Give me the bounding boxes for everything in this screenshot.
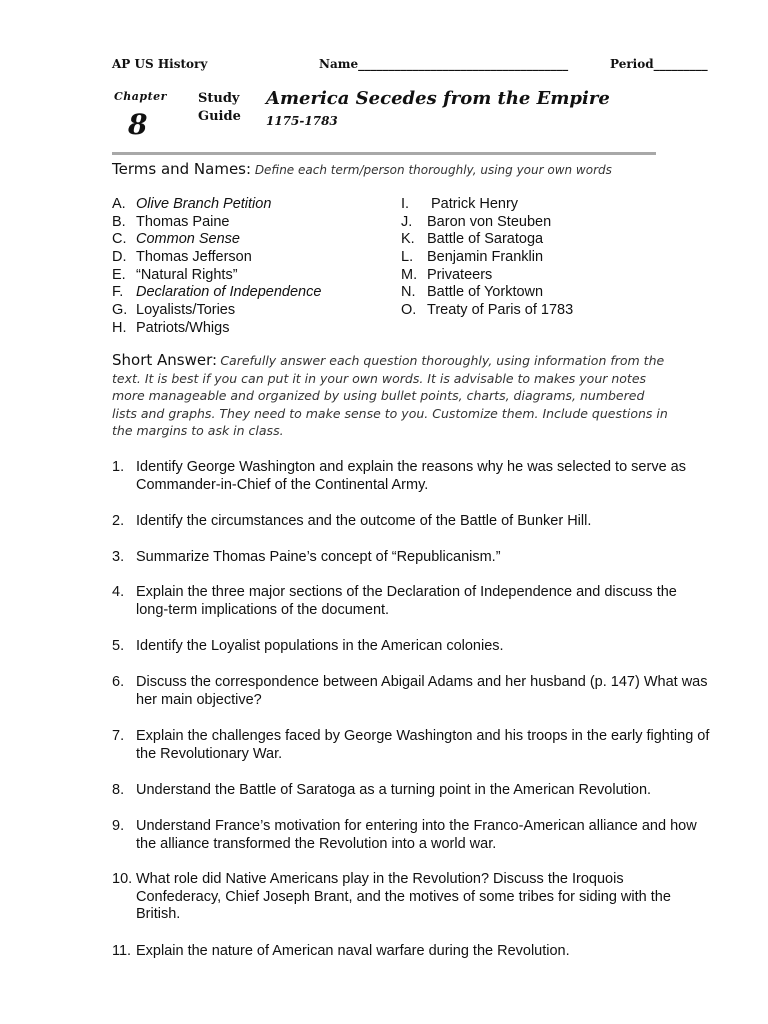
guide-word: Guide: [198, 109, 241, 124]
term-item: L. Benjamin Franklin: [401, 249, 544, 266]
question-item: 1. Identify George Washington and explain the reasons why he was selected to serve as Commander-in-Chief of the Continental Army.: [112, 459, 686, 493]
question-item: 2. Identify the circumstances and the outcome of the Battle of Bunker Hill.: [112, 513, 592, 529]
terms-instructions: Define each term/person thoroughly, using your own words: [254, 163, 612, 177]
header-line: [112, 57, 712, 73]
question-item: 10. What role did Native Americans play in the Revolution? Discuss the Iroquois Confederacy, Chief Joseph Brant, and the motives of some tribes for siding with the British.: [112, 871, 671, 922]
term-item: M. Privateers: [401, 266, 493, 283]
name-field[interactable]: Name___________________________________: [319, 57, 569, 71]
short-answer-intro: [112, 352, 672, 440]
term-item: K. Battle of Saratoga: [401, 231, 544, 248]
term-item: A. Olive Branch Petition: [112, 196, 272, 212]
term-item: O. Treaty of Paris of 1783: [401, 302, 574, 319]
question-item: 3. Summarize Thomas Paine’s concept of “Republicanism.”: [112, 549, 501, 565]
short-answer-instructions: Carefully answer each question thoroughly, using information from the text. It is best if you can put it in your own words. It is advisable to makes your notes more manageable and organized by using bullet points, charts, diagrams, numbered lists and graphs. They need to make sense to you. Customize them. Include questions in the margins to ask in class.: [112, 353, 668, 438]
study-word: Study: [198, 91, 240, 106]
term-item: N. Battle of Yorktown: [401, 284, 544, 301]
terms-label: Terms and Names:: [112, 160, 252, 178]
terms-list-left: [112, 196, 321, 338]
term-item: G. Loyalists/Tories: [112, 302, 236, 319]
course-title: AP US History: [112, 57, 208, 71]
term-item: J. Baron von Steuben: [401, 213, 552, 230]
divider: [112, 152, 656, 155]
terms-heading: [112, 160, 612, 179]
question-item: 4. Explain the three major sections of the Declaration of Independence and discuss the long-term implications of the document.: [112, 584, 677, 618]
terms-list-right: [401, 196, 573, 320]
term-item: B. Thomas Paine: [112, 213, 230, 230]
term-item: I. Patrick Henry: [401, 196, 519, 212]
short-answer-label: Short Answer:: [112, 351, 218, 369]
question-item: 8. Understand the Battle of Saratoga as a turning point in the American Revolution.: [112, 782, 652, 798]
question-item: 9. Understand France’s motivation for entering into the Franco-American alliance and how the alliance transformed the Revolution into a world war.: [112, 818, 697, 852]
term-item: E. “Natural Rights”: [112, 266, 238, 283]
chapter-label: Chapter: [114, 90, 167, 103]
period-field[interactable]: Period_________: [610, 57, 708, 71]
question-item: 11. Explain the nature of American naval warfare during the Revolution.: [112, 943, 570, 959]
question-item: 7. Explain the challenges faced by George Washington and his troops in the early fighting of the Revolutionary War.: [112, 728, 710, 762]
question-item: 6. Discuss the correspondence between Abigail Adams and her husband (p. 147) What was her main objective?: [112, 674, 708, 708]
term-item: C. Common Sense: [112, 231, 240, 248]
study-guide-label: [198, 90, 241, 126]
question-item: 5. Identify the Loyalist populations in the American colonies.: [112, 638, 504, 654]
term-item: H. Patriots/Whigs: [112, 319, 230, 336]
term-item: D. Thomas Jefferson: [112, 249, 252, 266]
chapter-number: 8: [128, 108, 148, 141]
page-title: America Secedes from the Empire: [266, 88, 610, 109]
term-item: F. Declaration of Independence: [112, 284, 322, 301]
date-range: 1175-1783: [266, 114, 338, 128]
